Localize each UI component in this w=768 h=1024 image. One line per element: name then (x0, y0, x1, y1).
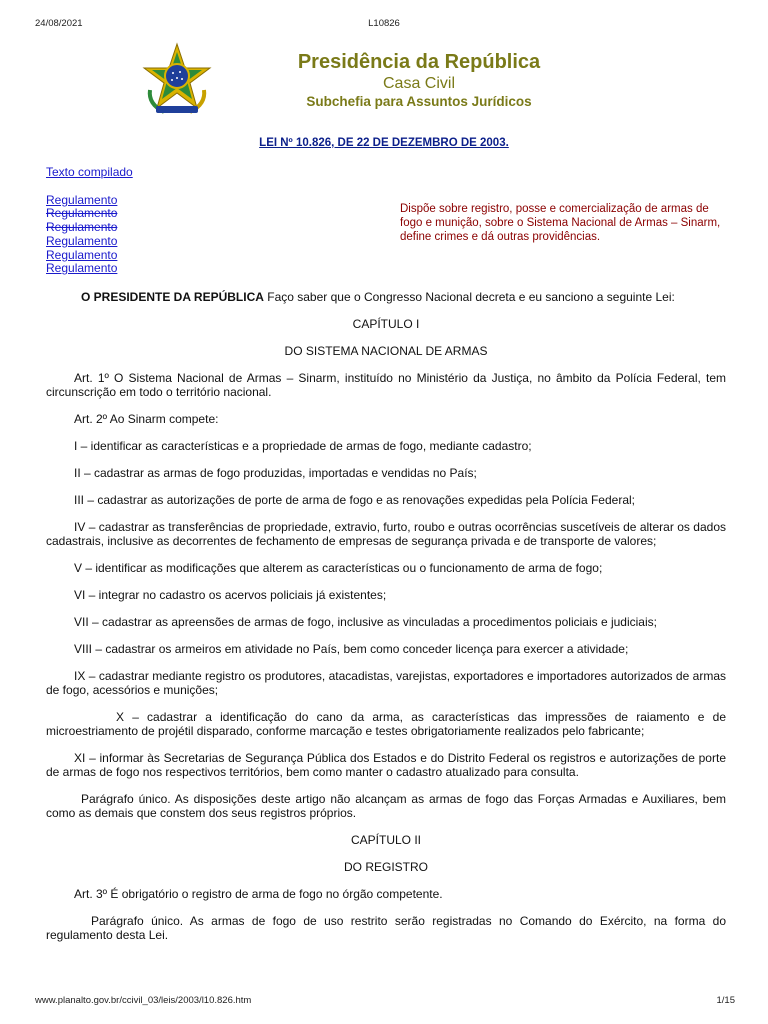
chapter-2-label: CAPÍTULO II (350, 833, 421, 847)
masthead-subtitle: Casa Civil (382, 75, 455, 92)
preamble-text: Faço saber que o Congresso Nacional decreta e eu sanciono a seguinte Lei: (263, 290, 675, 304)
law-summary: Dispõe sobre registro, posse e comercialização de armas de fogo e munição, sobre o Sistema Nacional de Armas – Sinarm, define crimes e dá outras providências. (400, 203, 721, 243)
inciso-ii: II – cadastrar as armas de fogo produzidas, importadas e vendidas no País; (74, 466, 477, 480)
inciso-xi: XI – informar às Secretarias de Segurança Pública dos Estados e do Distrito Federal os registros e autorizações de porte de armas de fogo nos respectivos territórios, bem como manter o cadastro atualizado para consulta. (46, 751, 726, 779)
print-doc-title: L10826 (368, 18, 400, 29)
inciso-vi: VI – integrar no cadastro os acervos policiais já existentes; (74, 588, 387, 602)
regulation-link-2-revoked[interactable]: Regulamento (46, 206, 118, 221)
inciso-vii: VII – cadastrar as apreensões de armas de fogo, inclusive as vinculadas a procedimentos policiais e judiciais; (74, 615, 657, 629)
chapter-1-label: CAPÍTULO I (352, 317, 420, 331)
compiled-text-link[interactable]: Texto compilado (46, 165, 133, 179)
inciso-iii: III – cadastrar as autorizações de porte de arma de fogo e as renovações expedidas pela Polícia Federal; (74, 493, 635, 507)
inciso-v: V – identificar as modificações que alterem as características ou o funcionamento de arma de fogo; (74, 561, 603, 575)
related-links (46, 166, 133, 276)
article-3: Art. 3º É obrigatório o registro de arma de fogo no órgão competente. (74, 887, 443, 901)
print-url: www.planalto.gov.br/ccivil_03/leis/2003/l10.826.htm (35, 995, 252, 1006)
inciso-i: I – identificar as características e a propriedade de armas de fogo, mediante cadastro; (74, 439, 532, 453)
regulation-link-6[interactable]: Regulamento (46, 261, 118, 276)
regulation-link-4[interactable]: Regulamento (46, 233, 118, 248)
masthead-subtitle-2: Subchefia para Assuntos Jurídicos (306, 94, 532, 109)
inciso-ix: IX – cadastrar mediante registro os produtores, atacadistas, varejistas, exportadores e importadores autorizados de armas de fogo, acessórios e munições; (46, 669, 726, 697)
masthead-title: Presidência da República (297, 51, 541, 73)
spacer (46, 180, 133, 194)
paragraph-unique-2: Parágrafo único. As armas de fogo de uso restrito serão registradas no Comando do Exército, na forma do regulamento desta Lei. (46, 914, 726, 942)
law-title-link[interactable]: LEI Nº 10.826, DE 22 DE DEZEMBRO DE 2003. (259, 137, 509, 149)
law-body (46, 290, 726, 955)
masthead-text (254, 50, 584, 110)
print-date: 24/08/2021 (35, 18, 83, 29)
chapter-2-title: DO REGISTRO (343, 860, 428, 874)
article-1: Art. 1º O Sistema Nacional de Armas – Sinarm, instituído no Ministério da Justiça, no âmbito da Polícia Federal, tem circunscrição em todo o território nacional. (46, 371, 726, 399)
regulation-link-5[interactable]: Regulamento (46, 247, 118, 262)
print-page-number: 1/15 (716, 995, 735, 1006)
preamble-bold: O PRESIDENTE DA REPÚBLICA (81, 290, 264, 304)
paragraph-unique-1: Parágrafo único. As disposições deste artigo não alcançam as armas de fogo das Forças Armadas e Auxiliares, bem como as demais que constem dos seus registros próprios. (46, 792, 726, 820)
regulation-link-1[interactable]: Regulamento (46, 192, 118, 207)
preamble (46, 290, 726, 304)
brazil-coat-of-arms-icon (142, 42, 212, 118)
masthead (0, 40, 768, 120)
inciso-x: X – cadastrar a identificação do cano da arma, as características das impressões de raiamento e de microestriamento de projétil disparado, conforme marcação e testes obrigatoriamente realizados pelo fabricante; (46, 710, 726, 738)
inciso-viii: VIII – cadastrar os armeiros em atividade no País, bem como conceder licença para exercer a atividade; (74, 642, 629, 656)
inciso-iv: IV – cadastrar as transferências de propriedade, extravio, furto, roubo e outras ocorrências suscetíveis de alterar os dados cadastrais, inclusive as decorrentes de fechamento de empresas de segurança privada e de transporte de valores; (46, 520, 726, 548)
regulation-link-3-revoked[interactable]: Regulamento (46, 220, 118, 235)
chapter-1-title: DO SISTEMA NACIONAL DE ARMAS (284, 344, 488, 358)
article-2: Art. 2º Ao Sinarm compete: (74, 412, 219, 426)
